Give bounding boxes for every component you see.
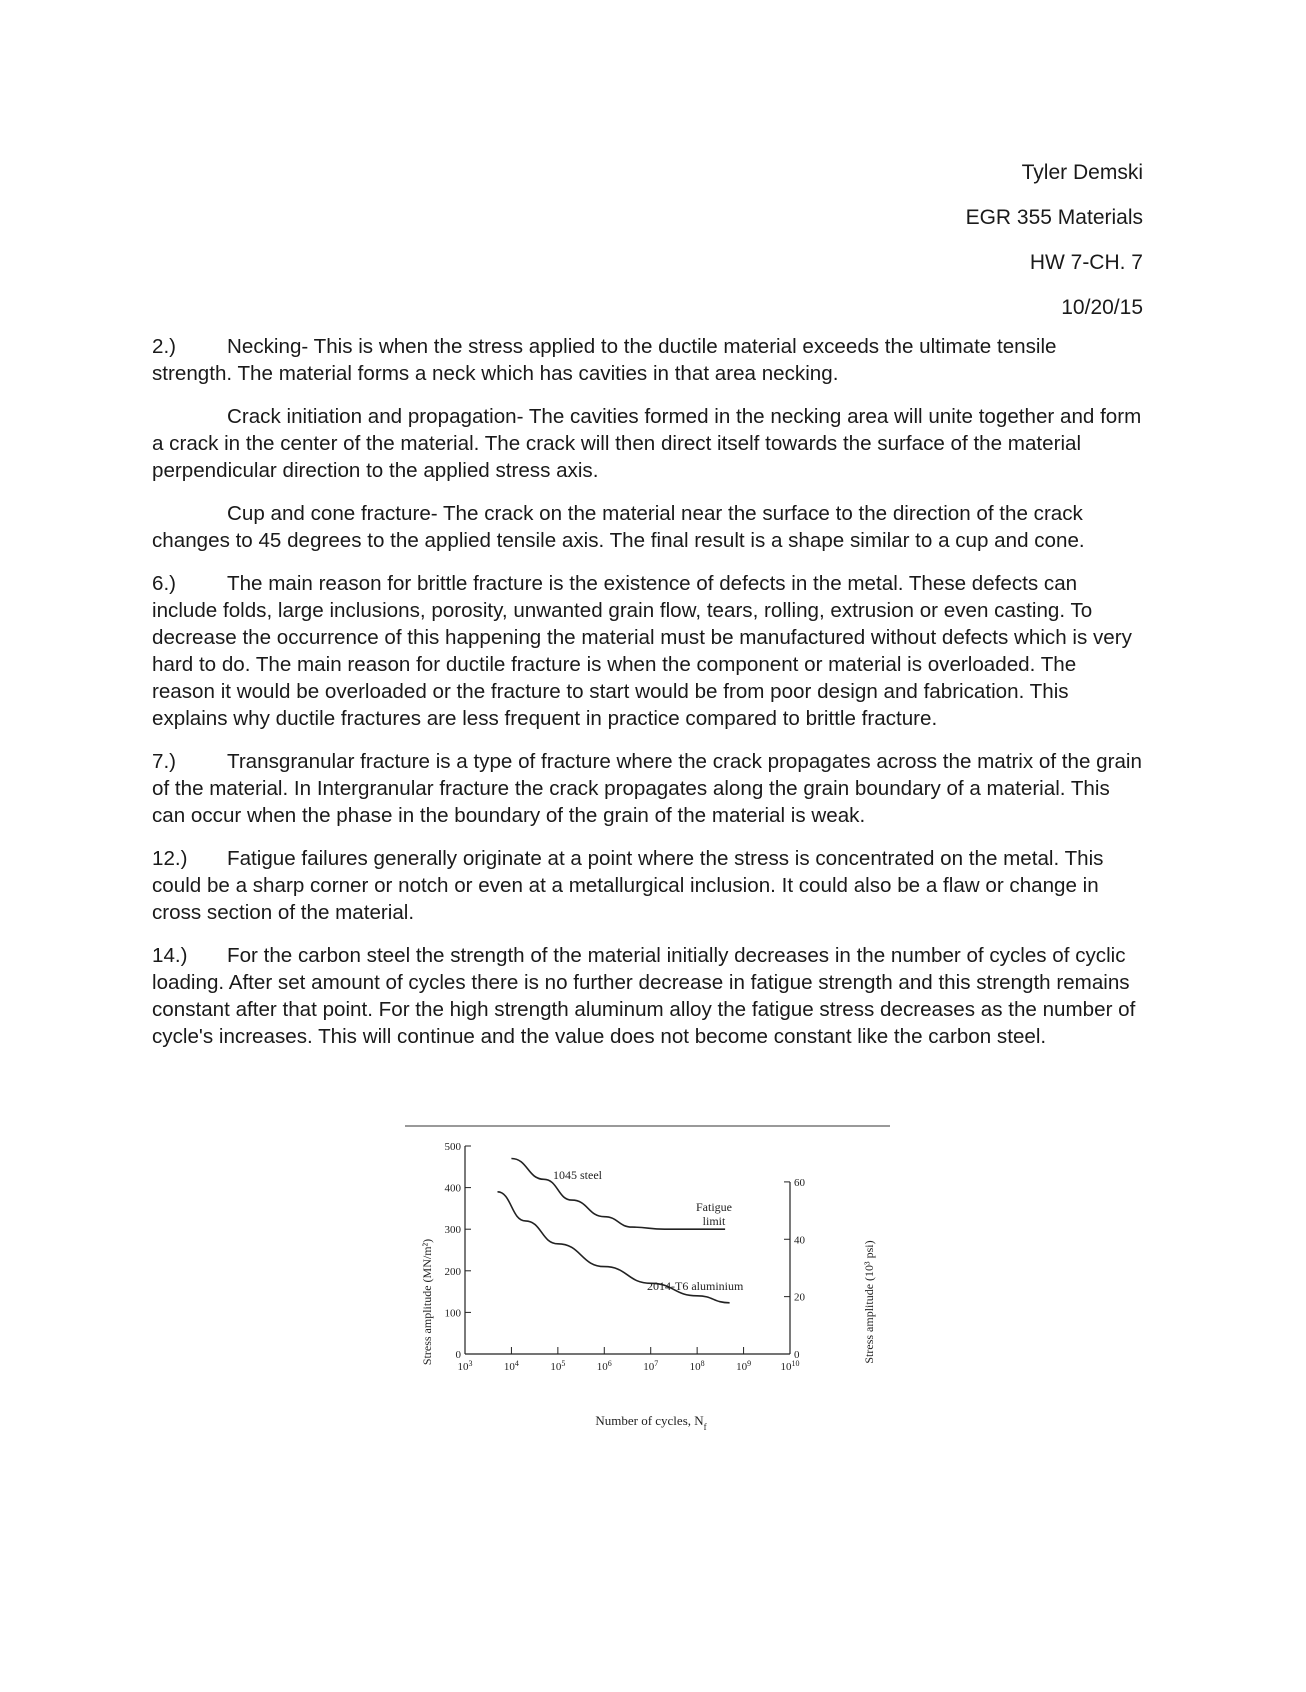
answer-paragraph: [152, 333, 1142, 387]
x-tick-label: $10^8$: [689, 1358, 705, 1373]
question-number: 7.): [152, 750, 177, 773]
fatigue-chart: [405, 1122, 895, 1442]
x-axis-label-text: Number of cycles, N: [595, 1413, 704, 1428]
left-tick-label: 200: [444, 1265, 461, 1278]
question-number: 14.): [152, 944, 188, 967]
right-tick-label: 60: [794, 1176, 805, 1189]
question-number: 6.): [152, 572, 177, 595]
right-tick-label: 0: [794, 1349, 800, 1361]
header-block: [966, 150, 1143, 330]
x-axis-label-sub: f: [703, 1422, 707, 1432]
answer-paragraph: [152, 500, 1142, 554]
left-tick-label: 400: [444, 1182, 461, 1195]
1045-steel-curve: [511, 1159, 725, 1230]
course-name: EGR 355 Materials: [965, 206, 1143, 229]
answer-paragraph: [152, 403, 1142, 484]
answer-paragraph: [152, 942, 1142, 1050]
answer-text: Cup and cone fracture- The crack on the material near the surface to the direction of the crack changes to 45 degrees to the applied tensile axis. The final result is a shape similar to a cup and cone.: [152, 502, 1085, 552]
answer-text: Crack initiation and propagation- The cavities formed in the necking area will unite together and form a crack in the center of the material. The crack will then direct itself towards the surface of the material perpendicular direction to the applied stress axis.: [152, 405, 1142, 482]
answer-text: Fatigue failures generally originate at a point where the stress is concentrated on the metal. This could be a sharp corner or notch or even at a metallurgical inclusion. It could also be a flaw or change in cross section of the material.: [152, 847, 1104, 924]
question-number: 12.): [152, 847, 188, 870]
x-axis-label: [595, 1413, 706, 1432]
left-tick-label: 0: [455, 1349, 461, 1361]
assignment-title: HW 7-CH. 7: [1029, 251, 1143, 274]
answer-paragraph: [152, 845, 1142, 926]
x-tick-label: $10^6$: [596, 1358, 612, 1373]
x-tick-label: $10^3$: [457, 1358, 473, 1373]
left-tick-label: 300: [444, 1224, 461, 1237]
aluminium-series-label: 2014-T6 aluminium: [647, 1279, 744, 1293]
x-tick-label: $10^9$: [736, 1358, 752, 1373]
answers-body: [152, 333, 1142, 1066]
left-tick-label: 100: [444, 1307, 461, 1320]
fatigue-figure: [405, 1122, 895, 1442]
question-number: 2.): [152, 335, 177, 358]
right-tick-label: 40: [794, 1234, 805, 1247]
x-tick-label: $10^5$: [550, 1358, 566, 1373]
left-axis-label: Stress amplitude (MN/m²): [420, 1238, 434, 1366]
answer-text: For the carbon steel the strength of the material initially decreases in the number of cycles of cyclic loading. After set amount of cycles there is no further decrease in fatigue strength and this strength remains constant after that point. For the high strength aluminum alloy the fatigue stress decreases as the number of cycle's increases. This will continue and the value does not become constant like the carbon steel.: [152, 944, 1136, 1048]
answer-paragraph: [152, 748, 1142, 829]
chart-axes: [445, 1141, 806, 1373]
steel-series-label: 1045 steel: [553, 1168, 602, 1182]
fatigue-limit-label-1: Fatigue: [696, 1200, 732, 1214]
answer-text: The main reason for brittle fracture is the existence of defects in the metal. These defects can include folds, large inclusions, porosity, unwanted grain flow, tears, rolling, extrusion or even casting. To decrease the occurrence of this happening the material must be manufactured without defects which is very hard to do. The main reason for ductile fracture is when the component or material is overloaded. The reason it would be overloaded or the fracture to start would be from poor design and fabrication. This explains why ductile fractures are less frequent in practice compared to brittle fracture.: [152, 572, 1132, 730]
answer-paragraph: [152, 570, 1142, 732]
x-tick-label: $10^{10}$: [780, 1358, 800, 1373]
x-tick-label: $10^4$: [503, 1358, 519, 1373]
answer-text: Necking- This is when the stress applied to the ductile material exceeds the ultimate tensile strength. The material forms a neck which has cavities in that area necking.: [152, 335, 1057, 385]
author-name: Tyler Demski: [1021, 161, 1143, 184]
right-tick-label: 20: [794, 1291, 805, 1304]
left-tick-label: 500: [444, 1141, 461, 1153]
x-tick-label: $10^7$: [643, 1358, 659, 1373]
assignment-date: 10/20/15: [1061, 296, 1143, 319]
fatigue-limit-label-2: limit: [702, 1214, 726, 1228]
answer-text: Transgranular fracture is a type of fracture where the crack propagates across the matrix of the grain of the material. In Intergranular fracture the crack propagates along the grain boundary of a material. This can occur when the phase in the boundary of the grain of the material is weak.: [152, 750, 1142, 827]
right-axis-label: Stress amplitude (10³ psi): [862, 1240, 876, 1364]
